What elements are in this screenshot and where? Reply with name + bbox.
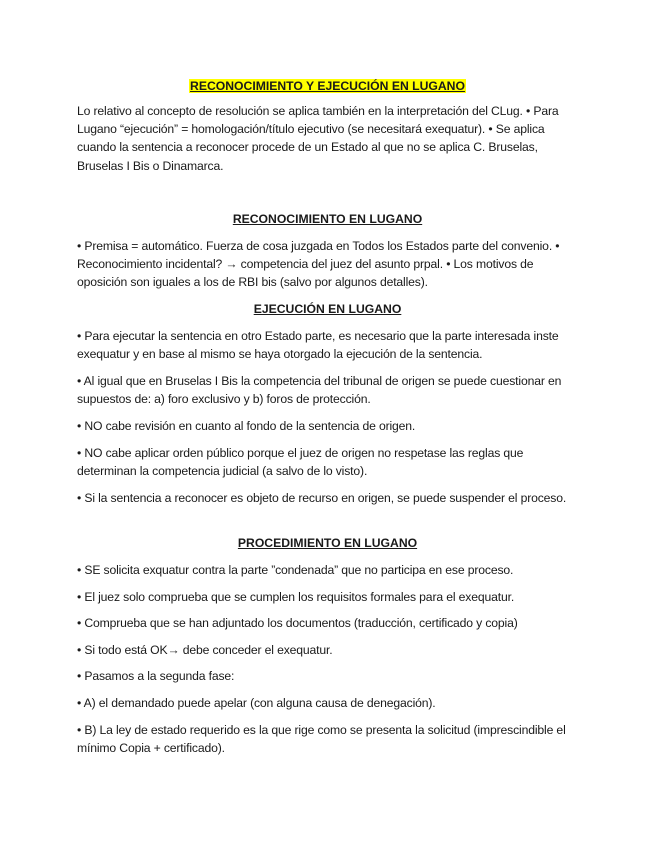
procedimiento-paragraph-3: • Comprueba que se han adjuntado los documentos (traducción, certificado y copia) xyxy=(77,616,518,630)
section-heading-ejecucion: EJECUCIÓN EN LUGANO xyxy=(253,302,402,316)
section-heading-procedimiento: PROCEDIMIENTO EN LUGANO xyxy=(237,536,418,550)
procedimiento-paragraph-6: • A) el demandado puede apelar (con alguna causa de denegación). xyxy=(77,696,436,710)
procedimiento-paragraph-1: • SE solicita exquatur contra la parte ”condenada” que no participa en ese proceso. xyxy=(77,563,514,577)
procedimiento-paragraph-2: • El juez solo comprueba que se cumplen los requisitos formales para el exequatur. xyxy=(77,590,515,604)
ejecucion-paragraph-2: • Al igual que en Bruselas I Bis la competencia del tribunal de origen se puede cuestionar en supuestos de: a) foro exclusivo y b) foros de protección. xyxy=(77,374,562,407)
document-title xyxy=(0,77,655,95)
section-heading-reconocimiento: RECONOCIMIENTO EN LUGANO xyxy=(232,212,423,226)
document-title-text: RECONOCIMIENTO Y EJECUCIÓN EN LUGANO xyxy=(190,79,465,93)
ejecucion-paragraph-3: • NO cabe revisión en cuanto al fondo de la sentencia de origen. xyxy=(77,419,416,433)
intro-paragraph: Lo relativo al concepto de resolución se aplica también en la interpretación del CLug. • Para Lugano “ejecución” = homologación/título ejecutivo (se necesitará exequatur). • Se aplica cuando la sentencia a reconocer procede de un Estado al que no se aplica C. Bruselas, Bruselas I Bis o Dinamarca. xyxy=(77,104,559,173)
ejecucion-paragraph-1: • Para ejecutar la sentencia en otro Estado parte, es necesario que la parte interesada inste exequatur y en base al mismo se haya otorgado la ejecución de la sentencia. xyxy=(77,329,559,362)
procedimiento-paragraph-4: • Si todo está OK→ debe conceder el exequatur. xyxy=(77,643,333,657)
procedimiento-paragraph-7: • B) La ley de estado requerido es la que rige como se presenta la solicitud (imprescindible el mínimo Copia + certificado). xyxy=(77,723,566,756)
reconocimiento-paragraph: • Premisa = automático. Fuerza de cosa juzgada en Todos los Estados parte del convenio. • Reconocimiento incidental? → competencia del juez del asunto prpal. • Los motivos de oposición son iguales a los de RBI bis (salvo por algunos detalles). xyxy=(77,239,560,290)
ejecucion-paragraph-5: • Si la sentencia a reconocer es objeto de recurso en origen, se puede suspender el proceso. xyxy=(77,491,567,505)
ejecucion-paragraph-4: • NO cabe aplicar orden público porque el juez de origen no respetase las reglas que determinan la competencia judicial (a salvo de lo visto). xyxy=(77,446,524,479)
procedimiento-paragraph-5: • Pasamos a la segunda fase: xyxy=(77,669,235,683)
